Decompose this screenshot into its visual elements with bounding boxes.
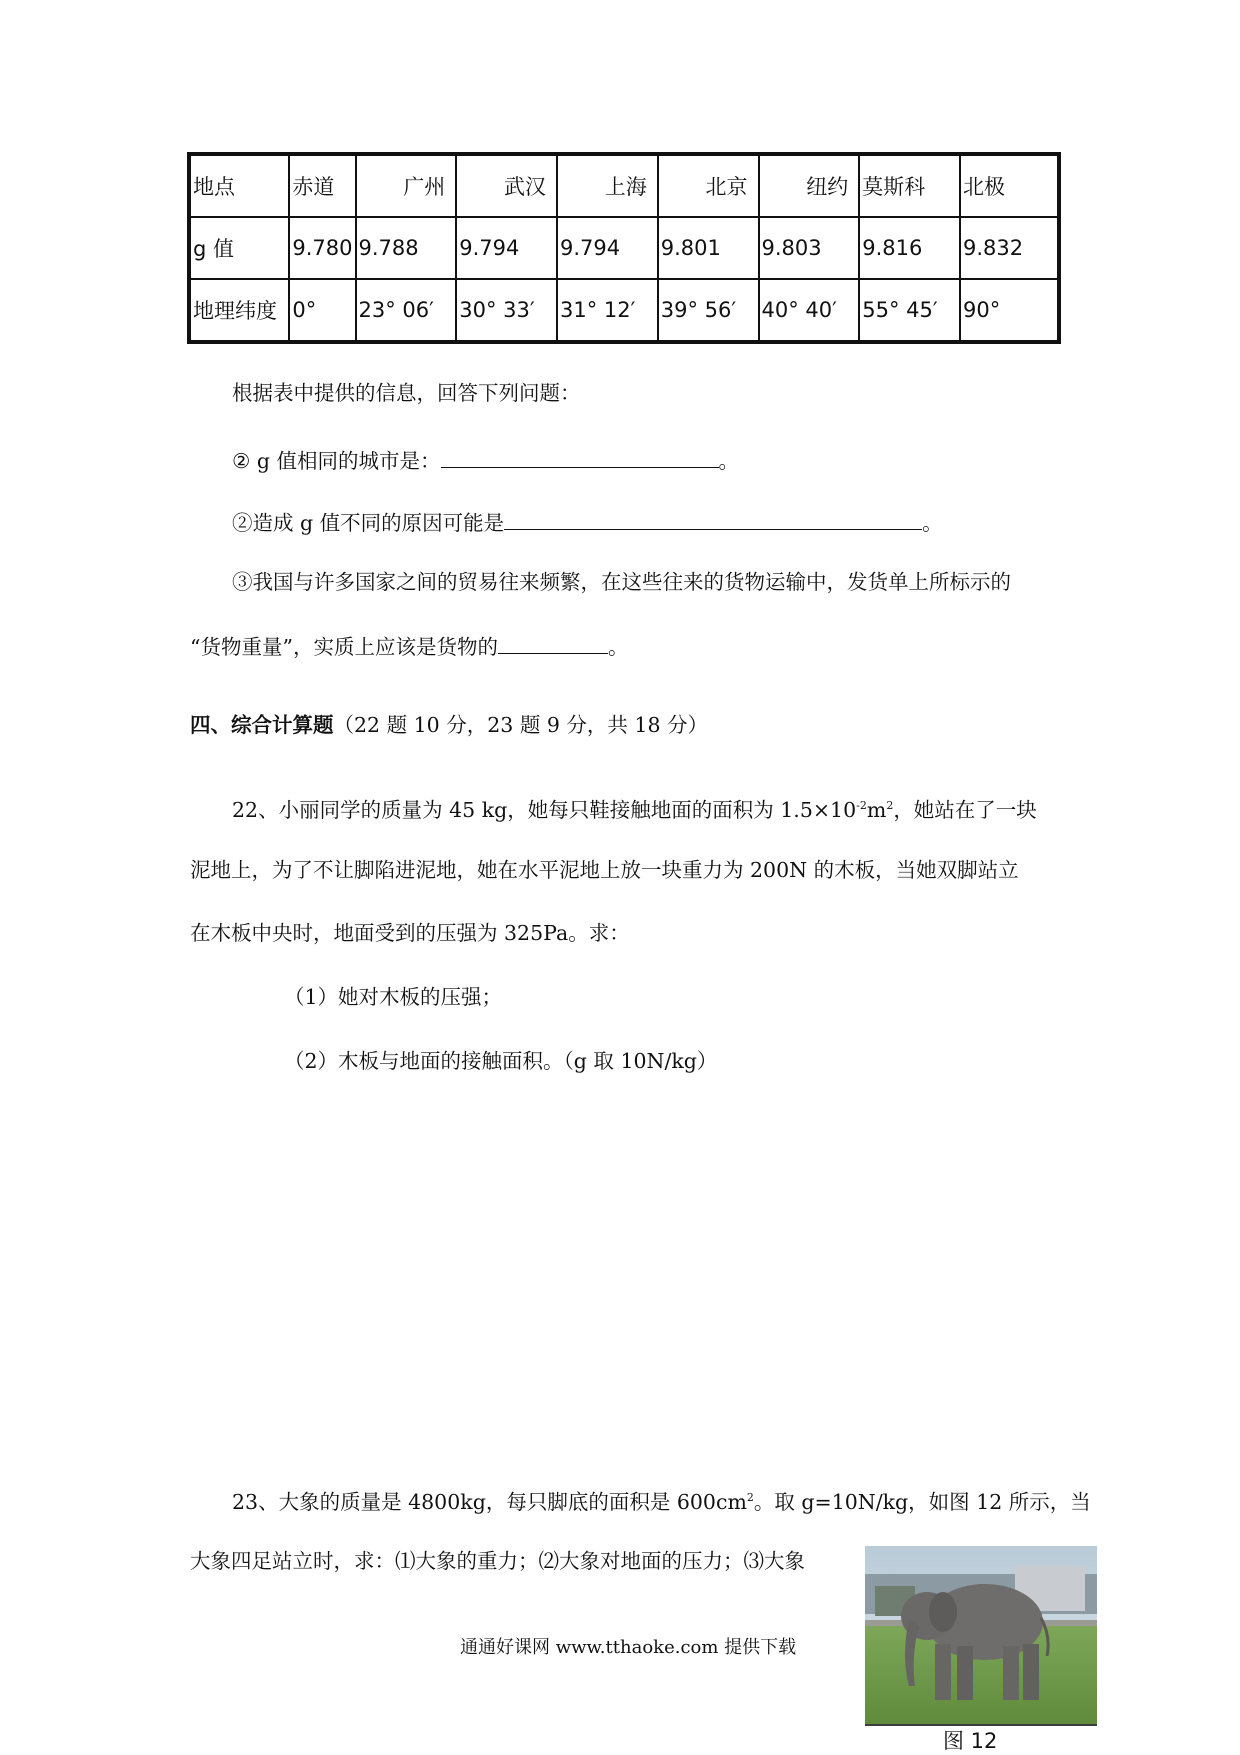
question-text: 。 — [607, 635, 629, 659]
table-cell: 9.801 — [658, 217, 759, 279]
q22-line1 — [232, 791, 1037, 825]
question-text: 。取 g=10N/kg，如图 12 所示，当 — [753, 1489, 1091, 1514]
table-cell: 39° 56′ — [658, 279, 759, 341]
answer-blank[interactable] — [504, 505, 922, 530]
table-cell: 9.788 — [356, 217, 457, 279]
section-note: （22 题 10 分，23 题 9 分，共 18 分） — [333, 713, 709, 737]
q22-sub2: （2）木板与地面的接触面积。（g 取 10N/kg） — [284, 1049, 718, 1073]
table-cell: 广州 — [356, 155, 457, 217]
question-text: 22、小丽同学的质量为 45 kg，她每只鞋接触地面的面积为 1.5×10 — [232, 797, 857, 822]
table-cell: 90° — [960, 279, 1058, 341]
table-cell: 30° 33′ — [456, 279, 557, 341]
q23-line2: 大象四足站立时，求：⑴大象的重力；⑵大象对地面的压力；⑶大象 — [190, 1549, 805, 1573]
table-cell: 40° 40′ — [759, 279, 860, 341]
exponent: 2 — [746, 1491, 754, 1504]
table-cell: 9.794 — [456, 217, 557, 279]
figure-caption: 图 12 — [943, 1729, 998, 1753]
question-item-1 — [232, 443, 739, 476]
table-cell: 地点 — [190, 155, 289, 217]
table-cell: 9.794 — [557, 217, 658, 279]
table-cell: 31° 12′ — [557, 279, 658, 341]
question-item-2 — [232, 505, 943, 538]
table-cell: 纽约 — [759, 155, 860, 217]
question-intro: 根据表中提供的信息，回答下列问题： — [232, 381, 581, 405]
table-cell: 地理纬度 — [190, 279, 289, 341]
section-heading — [190, 710, 708, 740]
q23-line1 — [232, 1483, 1091, 1517]
unit: m — [866, 797, 887, 822]
exponent: -2 — [856, 799, 867, 812]
q22-line3: 在木板中央时，地面受到的压强为 325Pa。求： — [190, 921, 630, 945]
table-cell: 北京 — [658, 155, 759, 217]
table-cell: 9.803 — [759, 217, 860, 279]
question-text: “货物重量”，实质上应该是货物的 — [190, 635, 498, 659]
question-text: ② g 值相同的城市是： — [232, 449, 441, 473]
question-item-3-line1: ③我国与许多国家之间的贸易往来频繁，在这些往来的货物运输中，发货单上所标示的 — [232, 570, 1011, 594]
table-cell: 0° — [289, 279, 355, 341]
table-row-g-value — [190, 217, 1058, 279]
question-text: ，她站在了一块 — [893, 797, 1037, 822]
table-row-latitude — [190, 279, 1058, 341]
table-cell: 武汉 — [456, 155, 557, 217]
q22-line2: 泥地上，为了不让脚陷进泥地，她在水平泥地上放一块重力为 200N 的木板，当她双脚站立 — [190, 858, 1019, 882]
table-cell: 莫斯科 — [859, 155, 960, 217]
q22-sub1: （1）她对木板的压强； — [284, 985, 503, 1009]
table-row-location — [190, 155, 1058, 217]
table-cell: 上海 — [557, 155, 658, 217]
question-text: 23、大象的质量是 4800kg，每只脚底的面积是 600cm — [232, 1489, 747, 1514]
exponent: 2 — [886, 799, 894, 812]
table-cell: 9.816 — [859, 217, 960, 279]
table-cell: 23° 06′ — [356, 279, 457, 341]
answer-blank[interactable] — [498, 629, 608, 654]
question-text: ②造成 g 值不同的原因可能是 — [232, 511, 505, 535]
elephant-photo — [865, 1546, 1097, 1746]
footer-text: 通通好课网 www.tthaoke.com 提供下载 — [460, 1637, 797, 1658]
gravity-table — [187, 152, 1061, 344]
table-cell: 55° 45′ — [859, 279, 960, 341]
table-cell: 赤道 — [289, 155, 355, 217]
table-cell: 9.832 — [960, 217, 1058, 279]
question-text: 。 — [718, 449, 740, 473]
table-cell: 北极 — [960, 155, 1058, 217]
table-cell: 9.780 — [289, 217, 355, 279]
question-text: 。 — [922, 511, 943, 535]
table-cell: g 值 — [190, 217, 289, 279]
question-item-3-line2 — [190, 629, 628, 662]
section-title: 四、综合计算题 — [190, 713, 334, 737]
answer-blank[interactable] — [441, 443, 719, 468]
elephant-icon — [865, 1546, 1097, 1726]
